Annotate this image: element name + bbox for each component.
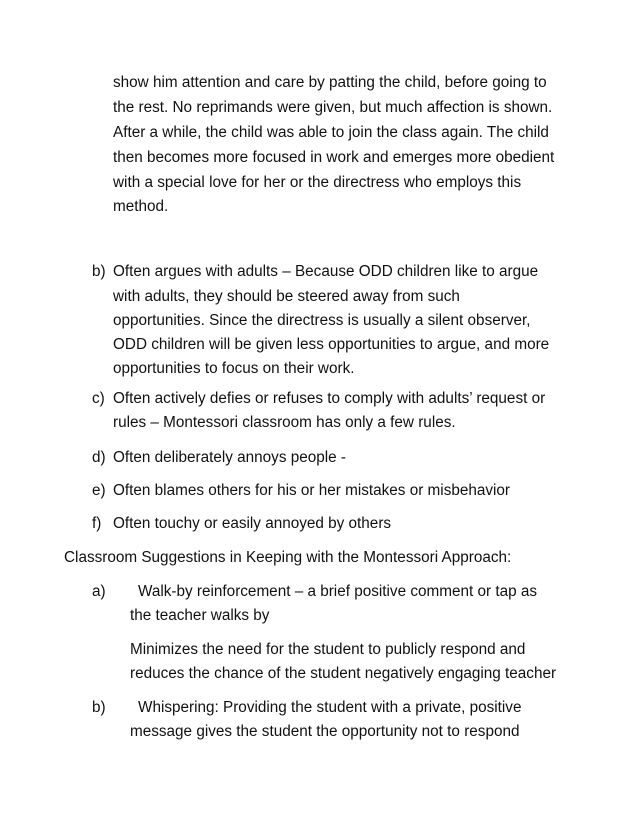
list-item-line: opportunities. Since the directress is usually a silent observer, bbox=[113, 312, 531, 329]
list-item-line: Minimizes the need for the student to publicly respond and bbox=[130, 641, 526, 658]
list-item-line: Often actively defies or refuses to comply with adults’ request or bbox=[113, 390, 546, 407]
list-item-line: Walk-by reinforcement – a brief positive comment or tap as bbox=[138, 583, 538, 600]
list-item-line: Often argues with adults – Because ODD children like to argue bbox=[113, 263, 539, 280]
list-item-line: Often deliberately annoys people - bbox=[113, 449, 347, 466]
list-item-line: Whispering: Providing the student with a private, positive bbox=[138, 699, 522, 716]
list-item-line: opportunities to focus on their work. bbox=[113, 360, 355, 377]
list-item-line: reduces the chance of the student negatively engaging teacher bbox=[130, 665, 557, 682]
list-marker: e) bbox=[92, 482, 106, 499]
list-marker: a) bbox=[92, 583, 106, 600]
intro-line: method. bbox=[113, 198, 169, 215]
list-marker: f) bbox=[92, 515, 102, 532]
intro-line: show him attention and care by patting the child, before going to bbox=[113, 74, 547, 91]
intro-line: then becomes more focused in work and emerges more obedient bbox=[113, 149, 555, 166]
list-marker: b) bbox=[92, 263, 106, 280]
list-marker: d) bbox=[92, 449, 106, 466]
list-marker: c) bbox=[92, 390, 105, 407]
intro-line: After a while, the child was able to join the class again. The child bbox=[113, 124, 549, 141]
list-item-line: the teacher walks by bbox=[130, 607, 270, 624]
list-item-line: ODD children will be given less opportunities to argue, and more bbox=[113, 336, 550, 353]
list-item-line: rules – Montessori classroom has only a few rules. bbox=[113, 414, 456, 431]
list-item-line: with adults, they should be steered away from such bbox=[113, 288, 460, 305]
suggestions-heading: Classroom Suggestions in Keeping with the Montessori Approach: bbox=[64, 549, 512, 566]
intro-line: the rest. No reprimands were given, but much affection is shown. bbox=[113, 99, 553, 116]
list-item-line: Often touchy or easily annoyed by others bbox=[113, 515, 392, 532]
list-item-line: Often blames others for his or her mistakes or misbehavior bbox=[113, 482, 511, 499]
intro-line: with a special love for her or the directress who employs this bbox=[113, 174, 522, 191]
list-marker: b) bbox=[92, 699, 106, 716]
list-item-line: message gives the student the opportunity not to respond bbox=[130, 723, 520, 740]
